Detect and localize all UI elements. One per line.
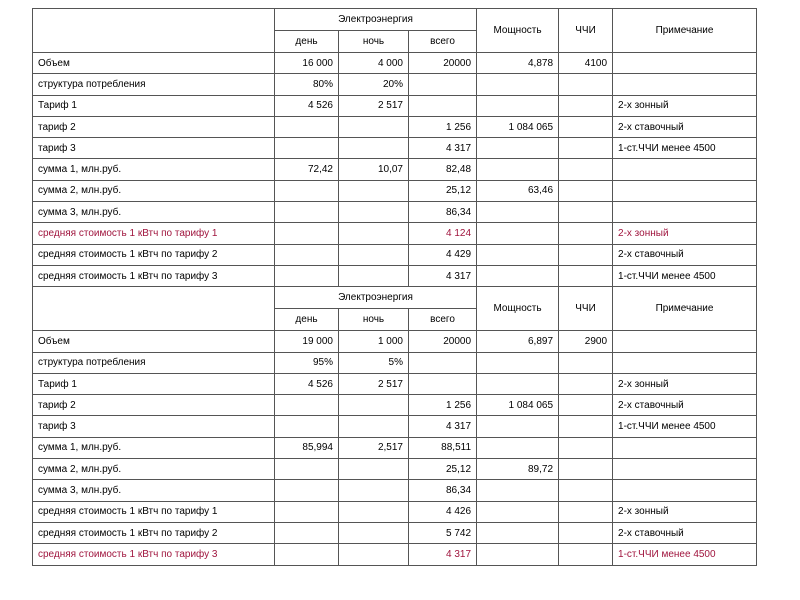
cell-note: 2-х зонный	[613, 223, 757, 244]
header-electricity: Электроэнергия	[275, 9, 477, 31]
cell-total: 4 429	[409, 244, 477, 265]
cell-hours	[559, 244, 613, 265]
cell-night	[339, 223, 409, 244]
cell-power	[477, 501, 559, 522]
cell-power	[477, 244, 559, 265]
cell-day	[275, 138, 339, 159]
row-label: средняя стоимость 1 кВтч по тарифу 1	[33, 501, 275, 522]
header-day: день	[275, 309, 339, 331]
cell-total: 5 742	[409, 522, 477, 543]
table-row	[33, 416, 757, 437]
cell-note	[613, 159, 757, 180]
row-label: тариф 3	[33, 138, 275, 159]
row-label: тариф 2	[33, 395, 275, 416]
cell-night	[339, 459, 409, 480]
header-power: Мощность	[477, 287, 559, 331]
cell-hours	[559, 416, 613, 437]
cell-day	[275, 202, 339, 223]
row-label: тариф 3	[33, 416, 275, 437]
table-row	[33, 459, 757, 480]
cell-power	[477, 416, 559, 437]
cell-total	[409, 373, 477, 394]
header-note: Примечание	[613, 9, 757, 53]
cell-day	[275, 116, 339, 137]
cell-night: 2 517	[339, 95, 409, 116]
cell-night	[339, 180, 409, 201]
header-total: всего	[409, 309, 477, 331]
cell-total: 4 317	[409, 138, 477, 159]
table-row	[33, 395, 757, 416]
tariff-comparison-table	[32, 8, 757, 566]
cell-power: 63,46	[477, 180, 559, 201]
cell-power	[477, 159, 559, 180]
cell-hours	[559, 437, 613, 458]
cell-hours	[559, 352, 613, 373]
cell-total	[409, 352, 477, 373]
table-row	[33, 116, 757, 137]
cell-total: 86,34	[409, 480, 477, 501]
cell-note: 1-ст.ЧЧИ менее 4500	[613, 138, 757, 159]
header-row-top	[33, 287, 757, 309]
cell-power	[477, 265, 559, 286]
cell-day: 95%	[275, 352, 339, 373]
row-label: Объем	[33, 53, 275, 74]
cell-hours	[559, 373, 613, 394]
cell-hours	[559, 223, 613, 244]
cell-hours	[559, 116, 613, 137]
cell-day: 85,994	[275, 437, 339, 458]
cell-hours	[559, 159, 613, 180]
table-row	[33, 501, 757, 522]
row-label: Тариф 1	[33, 95, 275, 116]
cell-hours	[559, 138, 613, 159]
cell-night	[339, 416, 409, 437]
cell-hours	[559, 501, 613, 522]
cell-hours	[559, 180, 613, 201]
cell-note: 2-х зонный	[613, 95, 757, 116]
row-label: Объем	[33, 331, 275, 352]
table-row	[33, 331, 757, 352]
cell-day: 16 000	[275, 53, 339, 74]
cell-note: 2-х зонный	[613, 373, 757, 394]
row-label: средняя стоимость 1 кВтч по тарифу 2	[33, 522, 275, 543]
cell-power	[477, 138, 559, 159]
cell-power: 1 084 065	[477, 395, 559, 416]
cell-day: 80%	[275, 74, 339, 95]
cell-hours: 4100	[559, 53, 613, 74]
row-label: средняя стоимость 1 кВтч по тарифу 3	[33, 265, 275, 286]
table-row	[33, 244, 757, 265]
header-night: ночь	[339, 309, 409, 331]
cell-night: 10,07	[339, 159, 409, 180]
table-row	[33, 480, 757, 501]
table-row	[33, 138, 757, 159]
cell-note: 1-ст.ЧЧИ менее 4500	[613, 416, 757, 437]
cell-night	[339, 544, 409, 565]
cell-note	[613, 180, 757, 201]
cell-note	[613, 74, 757, 95]
cell-power	[477, 95, 559, 116]
cell-note: 2-х ставочный	[613, 244, 757, 265]
cell-power: 6,897	[477, 331, 559, 352]
table-row	[33, 159, 757, 180]
table-row	[33, 437, 757, 458]
header-row-top	[33, 9, 757, 31]
cell-hours	[559, 265, 613, 286]
row-label: сумма 1, млн.руб.	[33, 437, 275, 458]
cell-night: 5%	[339, 352, 409, 373]
cell-day: 4 526	[275, 95, 339, 116]
cell-night: 2,517	[339, 437, 409, 458]
table-row	[33, 544, 757, 565]
cell-day	[275, 501, 339, 522]
cell-note	[613, 459, 757, 480]
cell-total: 1 256	[409, 395, 477, 416]
cell-hours	[559, 74, 613, 95]
cell-power	[477, 437, 559, 458]
cell-day	[275, 416, 339, 437]
row-label: тариф 2	[33, 116, 275, 137]
header-note: Примечание	[613, 287, 757, 331]
cell-night: 1 000	[339, 331, 409, 352]
cell-night: 20%	[339, 74, 409, 95]
cell-note	[613, 331, 757, 352]
cell-note	[613, 202, 757, 223]
row-label: сумма 2, млн.руб.	[33, 459, 275, 480]
cell-note: 1-ст.ЧЧИ менее 4500	[613, 544, 757, 565]
cell-total: 4 317	[409, 416, 477, 437]
row-label: средняя стоимость 1 кВтч по тарифу 2	[33, 244, 275, 265]
row-label: средняя стоимость 1 кВтч по тарифу 1	[33, 223, 275, 244]
table-row	[33, 180, 757, 201]
table-row	[33, 522, 757, 543]
header-day: день	[275, 31, 339, 53]
cell-note: 1-ст.ЧЧИ менее 4500	[613, 265, 757, 286]
cell-day	[275, 544, 339, 565]
cell-day	[275, 459, 339, 480]
cell-note	[613, 352, 757, 373]
cell-total: 25,12	[409, 180, 477, 201]
cell-power	[477, 223, 559, 244]
row-label: Тариф 1	[33, 373, 275, 394]
cell-hours	[559, 544, 613, 565]
table-row	[33, 352, 757, 373]
cell-total: 4 317	[409, 265, 477, 286]
cell-day	[275, 244, 339, 265]
cell-total: 4 124	[409, 223, 477, 244]
cell-night	[339, 244, 409, 265]
cell-power	[477, 373, 559, 394]
header-corner-cell	[33, 9, 275, 53]
cell-total: 20000	[409, 331, 477, 352]
header-hours: ЧЧИ	[559, 287, 613, 331]
cell-total	[409, 95, 477, 116]
cell-night	[339, 522, 409, 543]
cell-hours	[559, 395, 613, 416]
cell-night	[339, 480, 409, 501]
cell-power	[477, 480, 559, 501]
cell-night	[339, 395, 409, 416]
table-row	[33, 74, 757, 95]
header-night: ночь	[339, 31, 409, 53]
cell-hours: 2900	[559, 331, 613, 352]
cell-power: 89,72	[477, 459, 559, 480]
cell-day	[275, 180, 339, 201]
cell-note: 2-х ставочный	[613, 522, 757, 543]
cell-day	[275, 522, 339, 543]
cell-power	[477, 202, 559, 223]
table-row	[33, 95, 757, 116]
cell-hours	[559, 480, 613, 501]
cell-night	[339, 202, 409, 223]
row-label: сумма 1, млн.руб.	[33, 159, 275, 180]
cell-day: 72,42	[275, 159, 339, 180]
cell-power: 1 084 065	[477, 116, 559, 137]
cell-day	[275, 223, 339, 244]
cell-hours	[559, 522, 613, 543]
cell-hours	[559, 95, 613, 116]
cell-power	[477, 74, 559, 95]
cell-total: 4 317	[409, 544, 477, 565]
row-label: сумма 3, млн.руб.	[33, 202, 275, 223]
cell-night	[339, 138, 409, 159]
cell-power	[477, 544, 559, 565]
cell-night	[339, 501, 409, 522]
cell-total: 20000	[409, 53, 477, 74]
cell-hours	[559, 202, 613, 223]
row-label: сумма 3, млн.руб.	[33, 480, 275, 501]
header-corner-cell	[33, 287, 275, 331]
cell-total: 1 256	[409, 116, 477, 137]
row-label: сумма 2, млн.руб.	[33, 180, 275, 201]
cell-hours	[559, 459, 613, 480]
header-power: Мощность	[477, 9, 559, 53]
table-row	[33, 223, 757, 244]
cell-note	[613, 437, 757, 458]
cell-note: 2-х ставочный	[613, 395, 757, 416]
table-row	[33, 53, 757, 74]
cell-day: 4 526	[275, 373, 339, 394]
table-row	[33, 265, 757, 286]
cell-total	[409, 74, 477, 95]
cell-total: 88,511	[409, 437, 477, 458]
cell-night	[339, 265, 409, 286]
row-label: структура потребления	[33, 352, 275, 373]
cell-note	[613, 480, 757, 501]
cell-night: 2 517	[339, 373, 409, 394]
header-total: всего	[409, 31, 477, 53]
cell-power	[477, 522, 559, 543]
cell-power	[477, 352, 559, 373]
cell-note: 2-х зонный	[613, 501, 757, 522]
header-hours: ЧЧИ	[559, 9, 613, 53]
cell-night: 4 000	[339, 53, 409, 74]
cell-day	[275, 395, 339, 416]
cell-total: 82,48	[409, 159, 477, 180]
row-label: структура потребления	[33, 74, 275, 95]
cell-note	[613, 53, 757, 74]
cell-power: 4,878	[477, 53, 559, 74]
cell-night	[339, 116, 409, 137]
header-electricity: Электроэнергия	[275, 287, 477, 309]
table-row	[33, 373, 757, 394]
cell-total: 4 426	[409, 501, 477, 522]
cell-total: 86,34	[409, 202, 477, 223]
table-row	[33, 202, 757, 223]
row-label: средняя стоимость 1 кВтч по тарифу 3	[33, 544, 275, 565]
cell-day: 19 000	[275, 331, 339, 352]
cell-note: 2-х ставочный	[613, 116, 757, 137]
cell-day	[275, 265, 339, 286]
cell-total: 25,12	[409, 459, 477, 480]
cell-day	[275, 480, 339, 501]
